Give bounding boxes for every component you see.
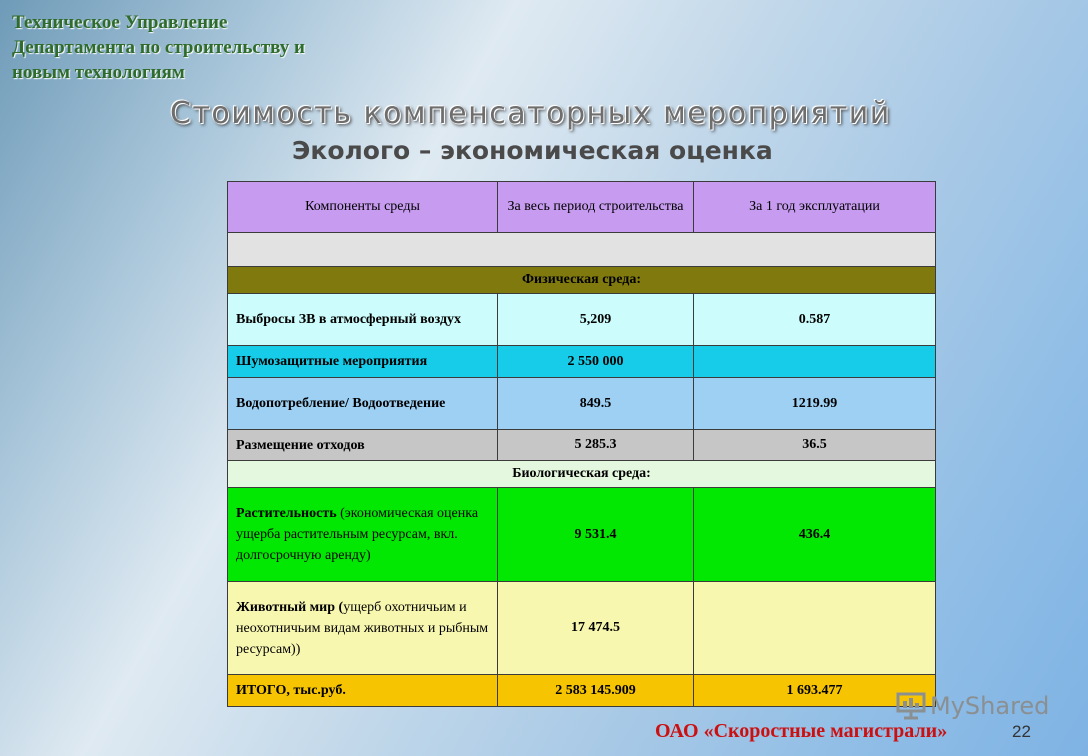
cell-yearly: 1219.99 [694,378,936,430]
row-label: Животный мир (ущерб охотничьим и неохотничьим видам животных и рыбным ресурсам)) [228,582,498,675]
table-row [228,430,936,461]
cell-total: 2 550 000 [498,346,694,378]
column-header-construction-period: За весь период строительства [498,182,694,233]
total-construction: 2 583 145.909 [498,675,694,707]
cell-total: 849.5 [498,378,694,430]
table-header-row [228,182,936,233]
org-line-2: Департамента по строительству и [12,37,305,58]
section-label: Физическая среда: [228,267,936,294]
empty-row [228,233,936,267]
cell-yearly: 0.587 [694,294,936,346]
cell-yearly: 436.4 [694,488,936,582]
watermark-text: MyShared [930,692,1050,720]
cell-yearly [694,346,936,378]
organization-name [12,10,412,85]
company-name: ОАО «Скоростные магистрали» [655,720,948,742]
cell-total: 5 285.3 [498,430,694,461]
row-label: Водопотребление/ Водоотведение [228,378,498,430]
slide-subtitle: Эколого – экономическая оценка [292,136,773,165]
table-row [228,582,936,675]
presentation-screen-icon [896,692,926,720]
row-label: Выбросы ЗВ в атмосферный воздух [228,294,498,346]
total-yearly: 1 693.477 [694,675,936,707]
slide-title: Стоимость компенсаторных мероприятий [170,96,891,131]
section-row-biological [228,461,936,488]
column-header-yearly: За 1 год эксплуатации [694,182,936,233]
cell-yearly [694,582,936,675]
table-row [228,378,936,430]
row-label: Размещение отходов [228,430,498,461]
total-label: ИТОГО, тыс.руб. [228,675,498,707]
cell-total: 5,209 [498,294,694,346]
org-line-1: Техническое Управление [12,12,228,33]
total-row [228,675,936,707]
row-label: Растительность (экономическая оценка ущерба растительным ресурсам, вкл. долгосрочную аренду) [228,488,498,582]
org-line-3: новым технологиям [12,62,185,83]
cell-total: 9 531.4 [498,488,694,582]
cost-table [227,181,936,707]
section-row-physical [228,267,936,294]
table-row [228,294,936,346]
row-label: Шумозащитные мероприятия [228,346,498,378]
column-header-components: Компоненты среды [228,182,498,233]
table-row [228,346,936,378]
section-label: Биологическая среда: [228,461,936,488]
cell-total: 17 474.5 [498,582,694,675]
table-row [228,488,936,582]
page-number: 22 [1012,722,1031,741]
cell-yearly: 36.5 [694,430,936,461]
watermark [896,692,1066,720]
